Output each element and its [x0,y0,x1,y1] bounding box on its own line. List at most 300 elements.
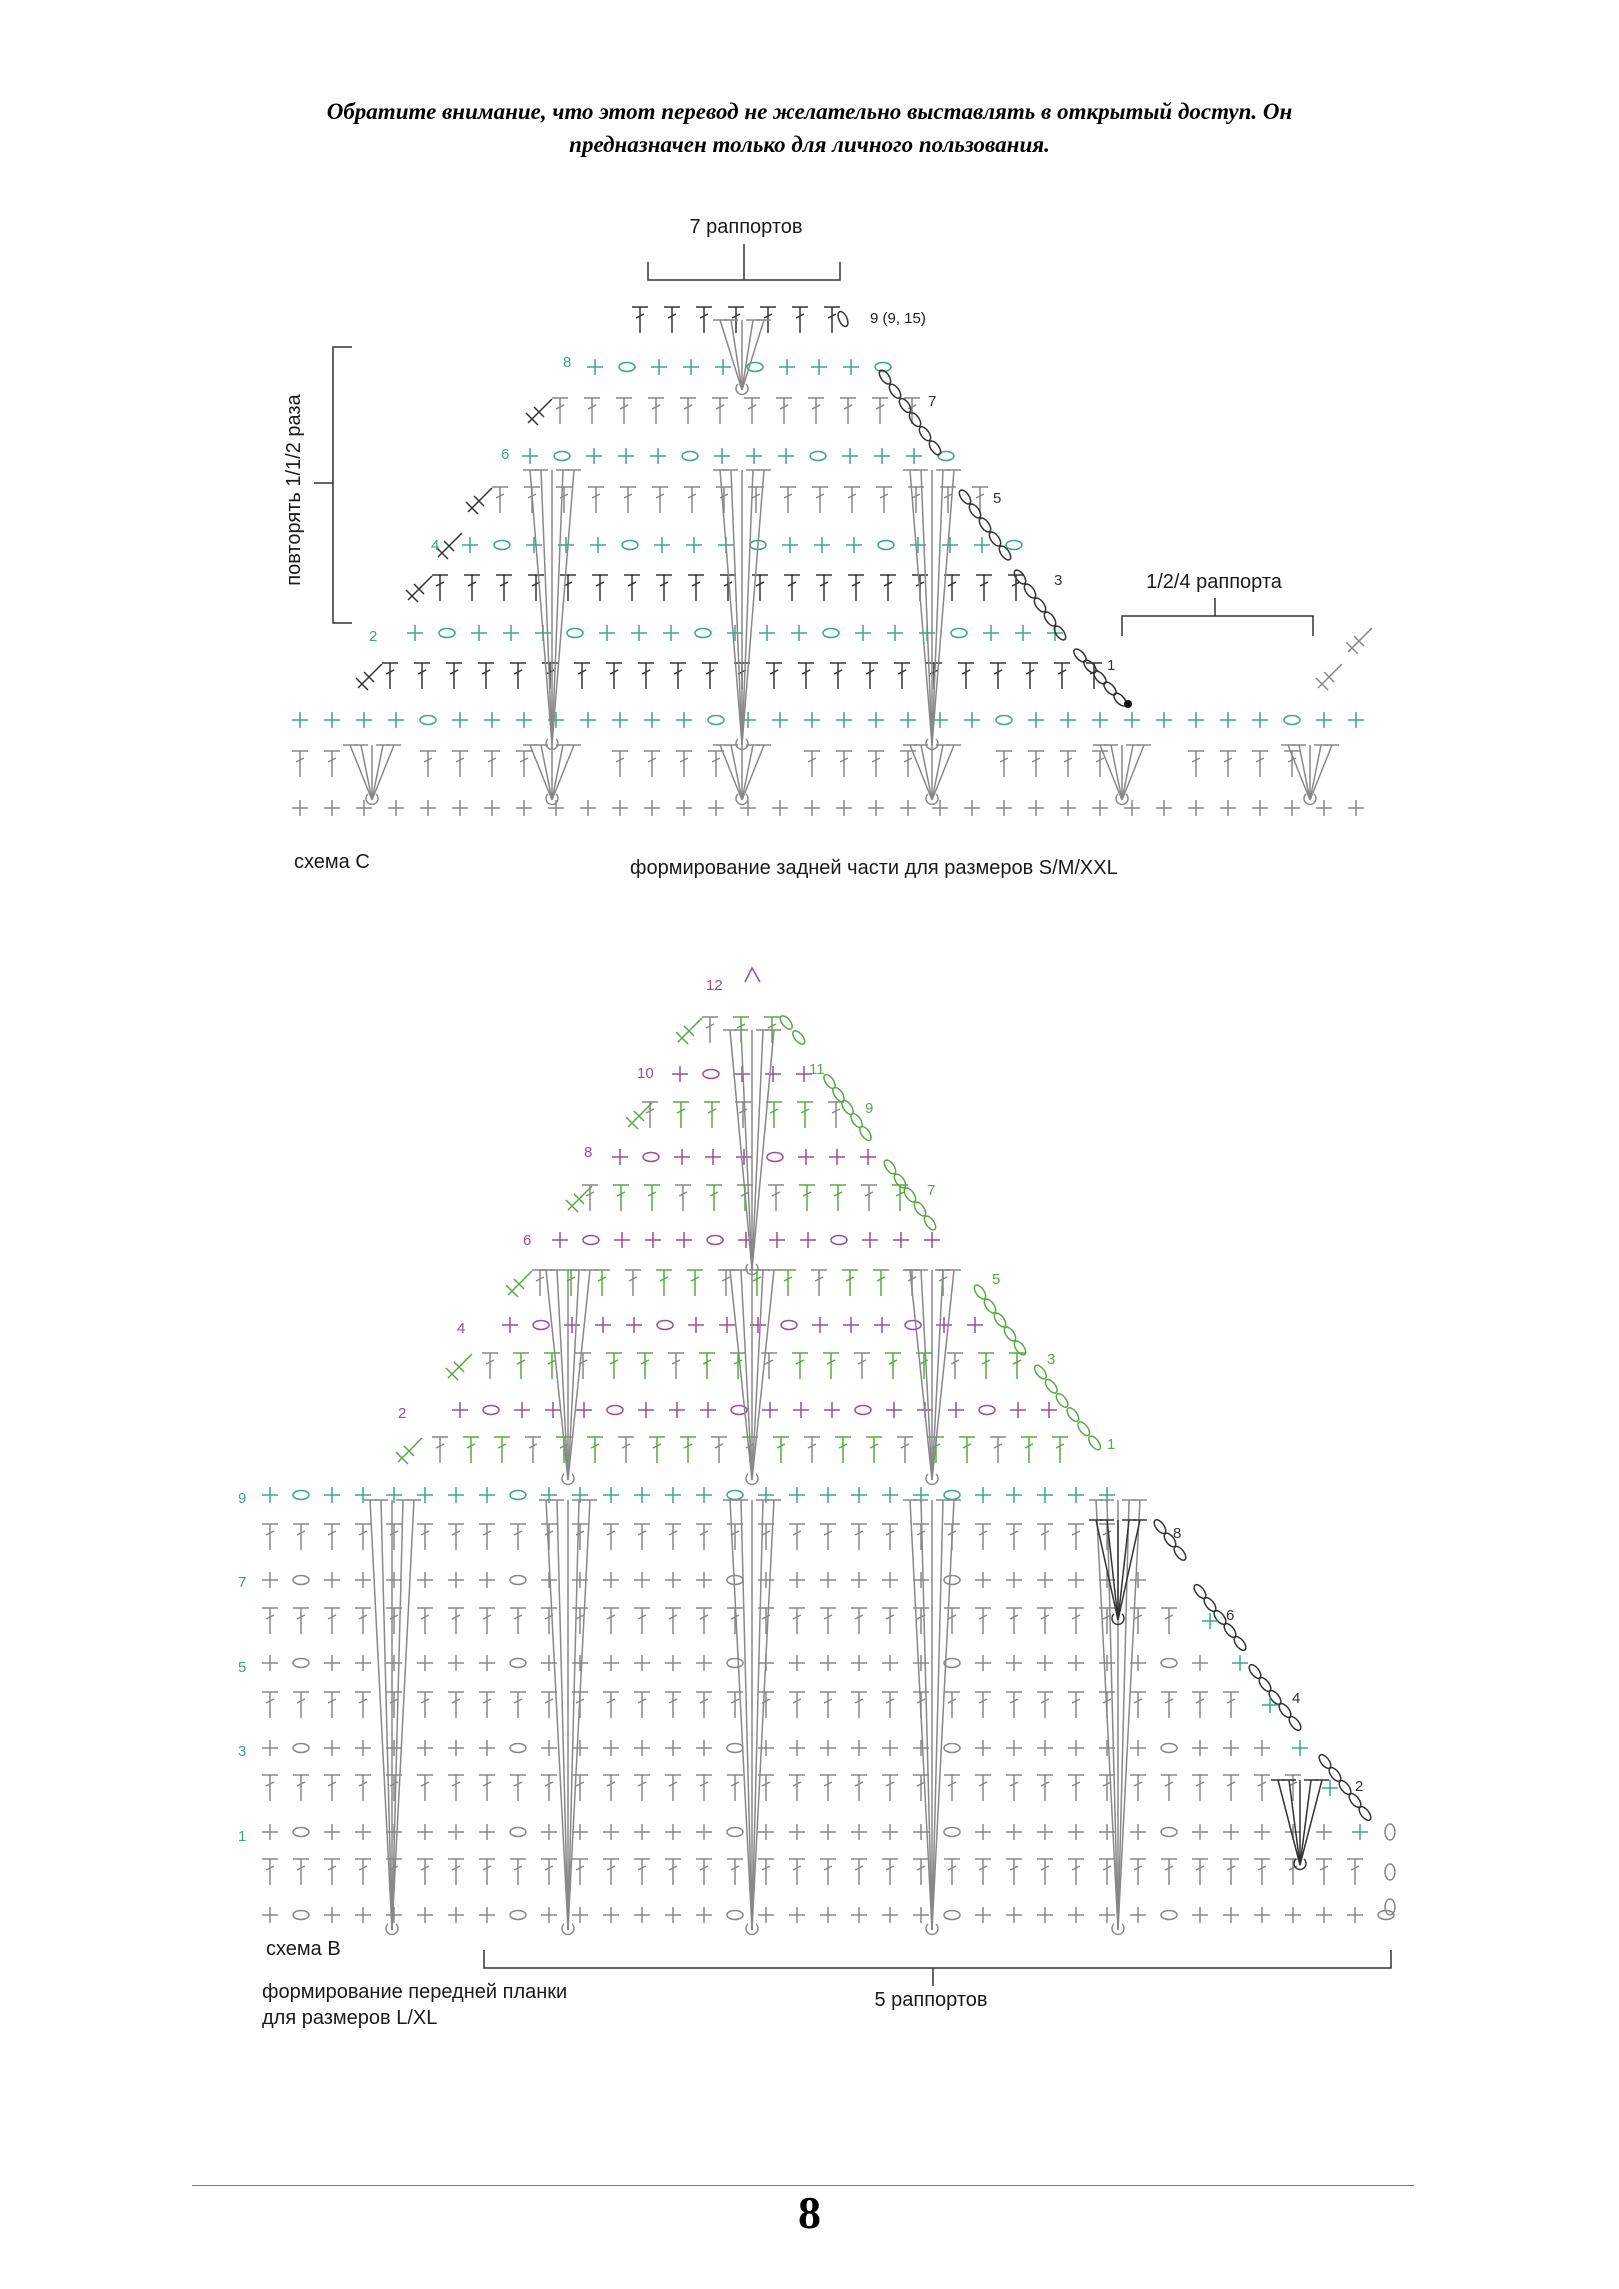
sc-stitch [789,1487,805,1503]
dc-stitch [479,1608,495,1634]
dc-stitch [625,1270,641,1296]
sc-stitch [448,1655,464,1671]
dc-stitch [959,1437,975,1463]
sc-stitch [324,800,340,816]
sc-stitch [590,537,606,553]
dc-stitch [882,1608,898,1634]
sc-stitch [479,1655,495,1671]
dc-stitch [789,1608,805,1634]
dc-stitch [1192,1775,1208,1801]
dc-stitch [944,575,960,601]
dc-stitch [804,1437,820,1463]
sc-stitch [860,1149,876,1165]
shell-post [932,745,954,800]
sc-stitch [595,1317,611,1333]
dc-stitch [820,1608,836,1634]
chain-stitch [836,310,850,328]
chain-stitch [727,1911,743,1920]
sc-stitch [736,1149,752,1165]
sc-stitch [654,537,670,553]
sc-stitch [1352,1824,1368,1840]
sc-stitch [262,1824,278,1840]
sc-stitch [665,1655,681,1671]
chain-stitch [293,1828,309,1837]
sc-stitch [846,537,862,553]
dc-stitch [1161,1775,1177,1801]
chain-stitch [510,1911,526,1920]
shell-post [568,1270,579,1480]
dc-stitch [432,575,448,601]
dc-stitch [842,1270,858,1296]
row-number-1c: 1 [238,1828,247,1845]
chain-stitch [858,1125,874,1143]
sc-stitch [1130,1824,1146,1840]
dc-stitch [823,1353,839,1379]
notice-line-1: Обратите внимание, что этот перевод не желательно выставлять в открытый доступ. Он [326,99,1293,124]
sc-stitch [479,1740,495,1756]
sc-stitch [417,1655,433,1671]
sc-stitch [324,1487,340,1503]
sc-stitch [1006,1824,1022,1840]
shell-post [731,745,742,800]
dc-stitch [479,1524,495,1550]
chain-stitch [1054,1392,1070,1410]
sc-stitch [479,1487,495,1503]
shell-post [910,1270,932,1480]
sc-stitch [696,1487,712,1503]
chain-stitch [944,1911,960,1920]
chain-stitch [878,541,894,550]
chain-stitch [1032,596,1048,614]
dc-stitch [417,1859,433,1885]
shell-post [932,1270,943,1480]
sc-stitch [355,1824,371,1840]
sc-stitch [1316,800,1332,816]
row-number-10: 10 [637,1065,654,1082]
sc-stitch [683,359,699,375]
sc-stitch [1006,1907,1022,1923]
sc-stitch [1028,712,1044,728]
sc-stitch [882,1655,898,1671]
sc-stitch [356,712,372,728]
diagram-b-caption-line-2: для размеров L/XL [262,2007,438,2029]
sc-stitch [541,1907,557,1923]
sc-stitch [686,537,702,553]
dc-stitch [448,1859,464,1885]
dc-stitch [494,1437,510,1463]
sc-stitch [448,1572,464,1588]
dc-stitch [716,487,732,513]
chain-stitch [823,629,839,638]
shell-post [541,470,552,745]
dc-stitch [355,1524,371,1550]
sc-stitch [1037,1824,1053,1840]
shell-post [1122,745,1133,800]
shell-post [730,1030,752,1270]
dc-stitch [990,663,1006,689]
sc-stitch [651,359,667,375]
dc-stitch [324,1775,340,1801]
sc-stitch [975,1740,991,1756]
dc-stitch [417,1775,433,1801]
chain-stitch [293,1491,309,1500]
sc-stitch [471,625,487,641]
chain-stitch [972,1283,988,1301]
dc-stitch [830,663,846,689]
dc-stitch [262,1608,278,1634]
sc-stitch [789,1907,805,1923]
sc-stitch [1037,1907,1053,1923]
sc-stitch [1223,1740,1239,1756]
sc-stitch [778,448,794,464]
row-number-8c: 8 [1173,1525,1182,1542]
shell-post [921,470,932,745]
dc-stitch [820,1692,836,1718]
dc-stitch [789,1859,805,1885]
dc-stitch [603,1692,619,1718]
dc-stitch [616,398,632,424]
dc-stitch [594,1270,610,1296]
sc-stitch [388,712,404,728]
sc-stitch [665,1487,681,1503]
dc-stitch [634,1775,650,1801]
dc-stitch [510,1524,526,1550]
sc-stitch [665,1572,681,1588]
sc-stitch [580,712,596,728]
shell-post [742,320,764,390]
chain-stitch [293,1659,309,1668]
sc-stitch [1316,1824,1332,1840]
sc-stitch [1252,800,1268,816]
shell-post [921,1270,932,1480]
sc-stitch [484,712,500,728]
sc-stitch [913,1655,929,1671]
sc-stitch [1092,800,1108,816]
sc-stitch [1322,1780,1338,1796]
dc-stitch [804,751,820,777]
dc-stitch [513,1353,529,1379]
dc-stitch [417,1524,433,1550]
chain-stitch [877,368,893,386]
dc-stitch [1006,1524,1022,1550]
sc-stitch [964,712,980,728]
dc-stitch [840,398,856,424]
dc-stitch [1130,1692,1146,1718]
chain-stitch [510,1659,526,1668]
chain-stitch [778,1014,794,1031]
dc-stitch [868,751,884,777]
sc-stitch [634,1572,650,1588]
chain-stitch [1043,1377,1059,1395]
row-number-9c: 9 [238,1490,247,1507]
sc-stitch [663,625,679,641]
dc-stitch [665,1775,681,1801]
dc-stitch [758,1859,774,1885]
top-bracket [648,244,840,280]
sc-stitch [638,1402,654,1418]
sc-stitch [769,1232,785,1248]
sc-stitch [324,1740,340,1756]
top-bracket-label: 7 раппортов [689,216,803,238]
dc-stitch [1347,1859,1363,1885]
sc-stitch [665,1824,681,1840]
dc-stitch [851,1859,867,1885]
sc-stitch [612,1149,628,1165]
chain-stitch [997,544,1013,562]
dc-stitch [656,1270,672,1296]
dc-stitch [572,1859,588,1885]
sc-stitch [603,1655,619,1671]
dc-stitch [1021,1437,1037,1463]
chain-stitch [1357,1805,1373,1823]
dc-stitch [324,751,340,777]
sc-stitch [448,1487,464,1503]
chain-stitch [996,716,1012,725]
chain-stitch [510,1491,526,1500]
dc-stitch [644,751,660,777]
sc-stitch [452,800,468,816]
row-number-7: 7 [928,393,937,410]
chain-stitch [703,1070,719,1079]
dc-stitch [1060,751,1076,777]
sc-stitch [727,625,743,641]
sc-stitch [634,1740,650,1756]
dc-stitch [510,1692,526,1718]
dc-stitch [1054,663,1070,689]
chain-stitch [1161,1659,1177,1668]
shell-post [372,745,394,800]
edge-stitch [436,533,462,559]
sc-stitch [789,1824,805,1840]
dc-stitch [525,1437,541,1463]
sc-stitch [614,1232,630,1248]
shell-post [1118,1500,1140,1930]
top-point [745,968,760,982]
sc-stitch [975,1655,991,1671]
dc-stitch [572,1608,588,1634]
sc-stitch [1068,1907,1084,1923]
dc-stitch [702,1017,718,1043]
notice-line-2: предназначен только для личного пользования. [569,132,1050,157]
dc-stitch [894,663,910,689]
sc-stitch [862,1232,878,1248]
shell-post [910,745,932,800]
shell-post [932,1500,943,1930]
scheme-c-label: схема С [294,851,370,873]
sc-stitch [1068,1572,1084,1588]
chain-stitch [1012,1339,1028,1357]
dc-stitch [293,1524,309,1550]
chain-stitch [727,1659,743,1668]
chain-stitch [922,1214,938,1232]
dc-stitch [324,1608,340,1634]
row-number-4c: 4 [1292,1690,1301,1707]
sc-stitch [1347,1907,1363,1923]
dc-stitch [851,1775,867,1801]
shell-post [350,745,372,800]
dc-stitch [1099,1859,1115,1885]
dc-stitch [584,398,600,424]
dc-stitch [482,1353,498,1379]
row-number-3c: 3 [238,1743,247,1760]
dc-stitch [632,307,648,333]
shell-post [557,1270,568,1480]
chain-stitch [1385,1864,1395,1880]
dc-stitch [262,1692,278,1718]
sc-stitch [1068,1740,1084,1756]
row-number-4: 4 [431,537,440,554]
dc-stitch [541,1608,557,1634]
sc-stitch [836,712,852,728]
sc-stitch [868,712,884,728]
dc-stitch [1052,1437,1068,1463]
edge-stitch [466,488,492,514]
sc-stitch [587,359,603,375]
sc-stitch [634,1824,650,1840]
dc-stitch [727,1859,743,1885]
shell-post [370,1500,392,1930]
dc-stitch [799,1185,815,1211]
shell-post [752,1030,774,1270]
sc-stitch [708,800,724,816]
chain-stitch [643,1153,659,1162]
dc-stitch [417,1608,433,1634]
dc-stitch [792,1353,808,1379]
sc-stitch [516,800,532,816]
sc-stitch [603,1572,619,1588]
row-number-8b: 8 [584,1144,593,1161]
chain-stitch [791,1029,807,1046]
dc-stitch [958,663,974,689]
sc-stitch [1015,625,1031,641]
sc-stitch [665,1740,681,1756]
dc-stitch [1068,1608,1084,1634]
sc-stitch [479,1907,495,1923]
sc-stitch [791,625,807,641]
chain-stitch [917,425,933,443]
chain-stitch [708,716,724,725]
sc-stitch [1202,1613,1218,1629]
chain-stitch [1284,716,1300,725]
sc-stitch [765,1066,781,1082]
sc-stitch [975,1907,991,1923]
sc-stitch [1188,712,1204,728]
sc-stitch [1037,1740,1053,1756]
page-number: 8 [798,2187,821,2238]
chain-stitch [293,1911,309,1920]
dc-stitch [696,1608,712,1634]
dc-stitch [574,663,590,689]
sc-stitch [1006,1655,1022,1671]
sc-stitch [734,1066,750,1082]
shell-post [720,745,742,800]
bottom-bracket-label: 5 раппортов [874,1989,988,2011]
shell-post [932,470,943,745]
shell-post [752,1500,774,1930]
dc-stitch [612,751,628,777]
shell-post [1300,1780,1322,1865]
sc-stitch [545,1402,561,1418]
dc-stitch [944,1608,960,1634]
sc-stitch [882,1572,898,1588]
shell-post [568,1500,590,1930]
dc-stitch [293,1692,309,1718]
chain-stitch [1232,1635,1248,1653]
chain-stitch [510,1828,526,1837]
sc-stitch [696,1740,712,1756]
dc-stitch [648,398,664,424]
shell-post [541,745,552,800]
dc-stitch [618,1437,634,1463]
shell-post [530,745,552,800]
sc-stitch [820,1655,836,1671]
dc-stitch [797,1102,813,1128]
chain-stitch [439,629,455,638]
sc-stitch [603,1907,619,1923]
dc-stitch [479,1692,495,1718]
dc-stitch [293,1775,309,1801]
dc-stitch [708,751,724,777]
shell-post [1310,745,1332,800]
sc-stitch [1037,1487,1053,1503]
sc-stitch [631,625,647,641]
dc-stitch [386,1692,402,1718]
chain-stitch [583,1236,599,1245]
shell-post [1122,745,1144,800]
sc-stitch [851,1572,867,1588]
dc-stitch [1130,1608,1146,1634]
sc-stitch [1223,1907,1239,1923]
dc-stitch [1252,751,1268,777]
dc-stitch [730,1353,746,1379]
sc-stitch [541,1740,557,1756]
chain-stitch [1006,541,1022,550]
dc-stitch [944,1775,960,1801]
sc-stitch [804,712,820,728]
edge-stitch [356,664,382,690]
sc-stitch [355,1655,371,1671]
sc-stitch [448,1907,464,1923]
dc-stitch [812,487,828,513]
dc-stitch [688,575,704,601]
dc-stitch [1285,1775,1301,1801]
sc-stitch [572,1824,588,1840]
row-number-3b: 3 [1047,1351,1056,1368]
sc-stitch [1254,1824,1270,1840]
diagram-b-stitch-grid [262,968,1395,1934]
sc-stitch [1254,1907,1270,1923]
dc-stitch [541,1692,557,1718]
sc-stitch [851,1487,867,1503]
sc-stitch [1037,1572,1053,1588]
sc-stitch [964,800,980,816]
sc-stitch [292,712,308,728]
sc-stitch [564,1317,580,1333]
dc-stitch [1037,1775,1053,1801]
dc-stitch [944,1692,960,1718]
sc-stitch [262,1487,278,1503]
dc-stitch [699,1353,715,1379]
shell-post [752,1270,774,1480]
sc-stitch [1006,1740,1022,1756]
edge-stitch [566,1186,592,1212]
shell-post [546,1270,568,1480]
dc-stitch [479,1859,495,1885]
dc-stitch [293,1608,309,1634]
shell-post [1300,1780,1311,1865]
sc-stitch [1068,1824,1084,1840]
sc-stitch [356,800,372,816]
